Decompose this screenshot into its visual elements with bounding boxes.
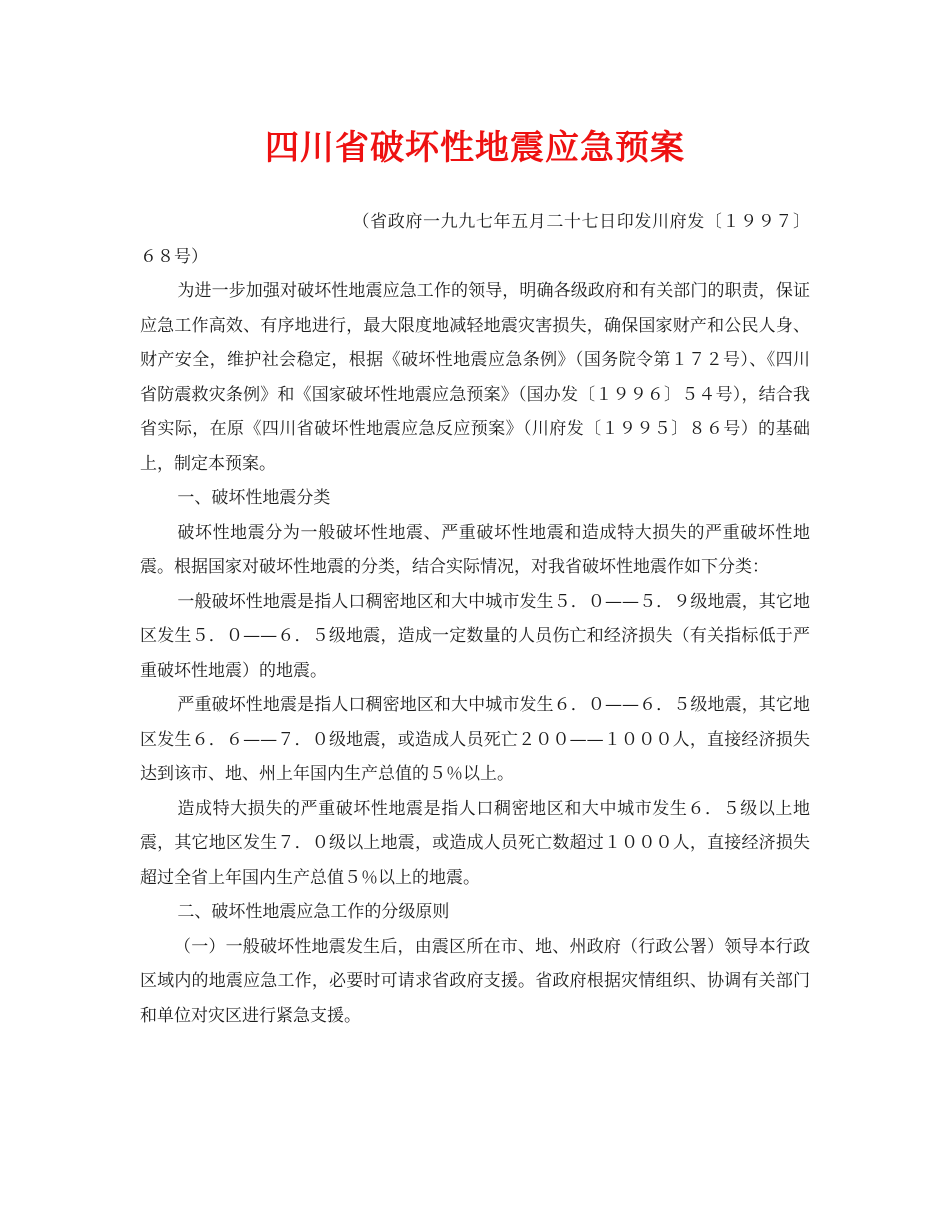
document-title: 四川省破坏性地震应急预案 (265, 128, 685, 168)
section-paragraph: 一般破坏性地震是指人口稠密地区和大中城市发生５．０——５．９级地震，其它地区发生５．０——６．５级地震，造成一定数量的人员伤亡和经济损失（有关指标低于严重破坏性地震）的地震。 (140, 591, 810, 681)
section-paragraph: 破坏性地震分为一般破坏性地震、严重破坏性地震和造成特大损失的严重破坏性地震。根据国家对破坏性地震的分类，结合实际情况，对我省破坏性地震作如下分类： (140, 522, 810, 577)
document-body (140, 205, 810, 1033)
preamble-paragraph: 为进一步加强对破坏性地震应急工作的领导，明确各级政府和有关部门的职责，保证应急工作高效、有序地进行，最大限度地减轻地震灾害损失，确保国家财产和公民人身、财产安全，维护社会稳定，根据《破坏性地震应急条例》（国务院令第１７２号）、《四川省防震救灾条例》和《国家破坏性地震应急预案》（国办发〔１９９６〕５４号），结合我省实际，在原《四川省破坏性地震应急反应预案》（川府发〔１９９５〕８６号）的基础上，制定本预案。 (140, 281, 810, 474)
section-paragraph: 严重破坏性地震是指人口稠密地区和大中城市发生６．０——６．５级地震，其它地区发生６．６——７．０级地震，或造成人员死亡２００——１０００人，直接经济损失达到该市、地、州上年国内生产总值的５％以上。 (140, 695, 810, 784)
section-paragraph: 造成特大损失的严重破坏性地震是指人口稠密地区和大中城市发生６．５级以上地震，其它地区发生７．０级以上地震，或造成人员死亡数超过１０００人，直接经济损失超过全省上年国内生产总值５％以上的地震。 (140, 798, 810, 888)
section-heading: 二、破坏性地震应急工作的分级原则 (177, 902, 450, 922)
section-paragraph: （一）一般破坏性地震发生后，由震区所在市、地、州政府（行政公署）领导本行政区域内的地震应急工作，必要时可请求省政府支援。省政府根据灾情组织、协调有关部门和单位对灾区进行紧急支援。 (140, 936, 810, 1026)
section-heading: 一、破坏性地震分类 (177, 488, 331, 508)
issue-note: （省政府一九九七年五月二十七日印发川府发〔１９９７〕６８号） (140, 212, 810, 267)
